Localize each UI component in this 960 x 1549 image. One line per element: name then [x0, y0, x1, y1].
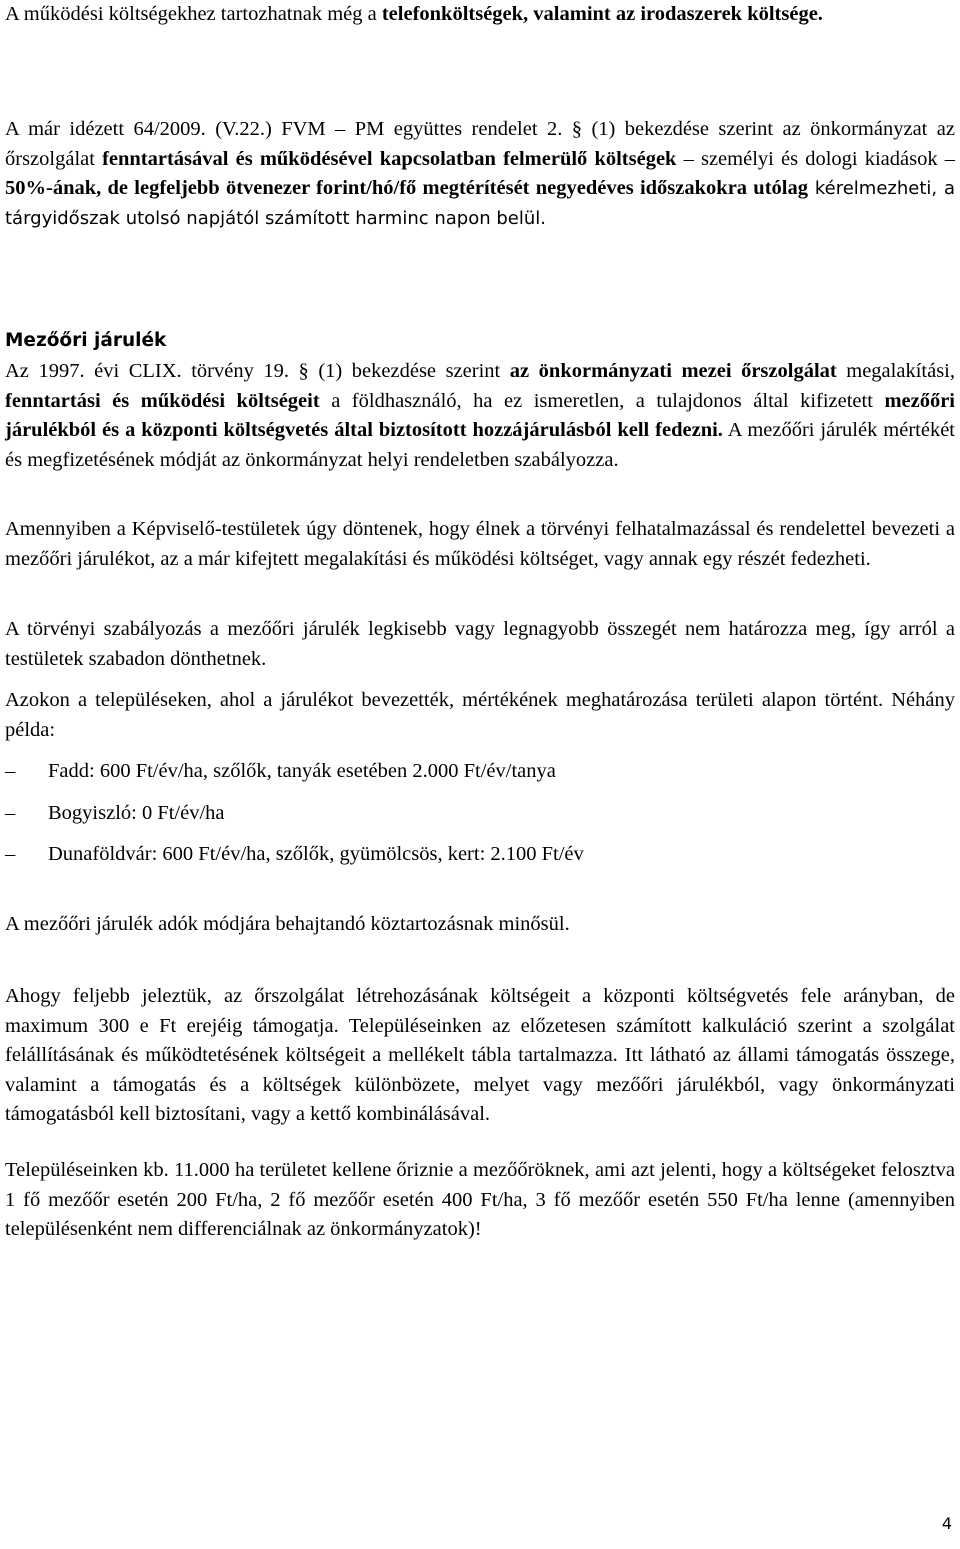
- text: A mezőőri járulék mértékét és megfizetésének módját az önkormányzat helyi rendeletben szabályozza.: [5, 419, 955, 471]
- page-number: 4: [941, 1514, 952, 1533]
- bold-text: 50%-ának, de legfeljebb ötvenezer forint/hó/fő megtérítését negyedéves időszakokra utólag: [5, 177, 808, 199]
- list-item-text: Fadd: 600 Ft/év/ha, szőlők, tanyák esetében 2.000 Ft/év/tanya: [48, 760, 556, 782]
- paragraph-tax-debt: A mezőőri járulék adók módjára behajtandó köztartozásnak minősül.: [5, 913, 570, 935]
- text: Az 1997. évi CLIX. törvény 19. § (1) bekezdése szerint: [5, 360, 510, 382]
- dash-bullet: –: [5, 760, 16, 782]
- list-item: [5, 799, 955, 829]
- text: kérelmezheti, a tárgyidőszak utolsó napjától számított harminc napon belül.: [5, 178, 955, 229]
- paragraph-regulation-amount: A törvényi szabályozás a mezőőri járulék legkisebb vagy legnagyobb összegét nem határozza meg, így arról a testületek szabadon dönthetnek.: [5, 618, 955, 670]
- list-item: [5, 757, 955, 787]
- text: Azokon a településeken, ahol a járulékot bevezették, mértékének meghatározása területi alapon történt. Néhány példa:: [5, 689, 955, 741]
- list-item: [5, 840, 955, 870]
- dash-bullet: –: [5, 843, 16, 865]
- paragraph-regulation: [5, 115, 955, 233]
- text: A működési költségekhez tartozhatnak még a: [5, 3, 382, 25]
- bold-text: fenntartási és működési költségeit: [5, 389, 320, 412]
- list-item-text: Bogyiszló: 0 Ft/év/ha: [48, 801, 225, 824]
- bold-text: fenntartásával és működésével kapcsolatban felmerülő költségek: [102, 147, 677, 170]
- section-heading: Mezőőri járulék: [5, 330, 167, 351]
- text: – személyi és dologi kiadások –: [676, 147, 955, 170]
- bold-text: az önkormányzati mezei őrszolgálat: [509, 360, 837, 382]
- text: A már idézett 64/2009. (V.22.) FVM – PM együttes rendelet 2. § (1) bekezdése szerint az önkormányzat az őrszolgálat: [5, 118, 955, 170]
- dash-bullet: –: [5, 801, 16, 824]
- examples-list: [5, 757, 955, 870]
- text: a földhasználó, ha ez ismeretlen, a tulajdonos által kifizetett: [319, 389, 885, 412]
- text: megalakítási,: [836, 360, 955, 382]
- paragraph-law: [5, 357, 955, 475]
- bold-text: mezőőri járulékból és a központi költségvetés által biztosított hozzájárulásból kell fedezni.: [5, 389, 956, 441]
- bold-text: telefonköltségek, valamint az irodaszerek költsége.: [381, 3, 823, 25]
- paragraph-decision: Amennyiben a Képviselő-testületek úgy döntenek, hogy élnek a törvényi felhatalmazással és rendelettel bevezeti a mezőőri járulékot, az a már kifejtett megalakítási és működési költséget, vagy annak egy részét fedezheti.: [5, 518, 955, 570]
- paragraph-funding: Ahogy feljebb jeleztük, az őrszolgálat létrehozásának költségeit a központi költségvetés fele arányban, de maximum 300 e Ft erejéig támogatja. Településeinken az előzetesen számított kalkuláció szerint a szolgálat felállításának és működtetésének költségeit a mellékelt tábla tartalmazza. Itt látható az állami támogatás összege, valamint a támogatás és a költségek különbözete, melyet vagy mezőőri járulékból, vagy önkormányzati támogatásból kell biztosítani, vagy a kettő kombinálásával.: [5, 985, 955, 1125]
- paragraph-examples-intro: [5, 686, 955, 745]
- paragraph-operating-costs: [5, 0, 955, 30]
- list-item-text: Dunaföldvár: 600 Ft/év/ha, szőlők, gyümölcsös, kert: 2.100 Ft/év: [48, 843, 584, 865]
- paragraph-area: Településeinken kb. 11.000 ha területet kellene őriznie a mezőőröknek, ami azt jelenti, hogy a költségeket felosztva 1 fő mezőőr esetén 200 Ft/ha, 2 fő mezőőr esetén 400 Ft/ha, 3 fő mezőőr esetén 550 Ft/ha lenne (amennyiben településenként nem differenciálnak az önkormányzatok)!: [5, 1159, 955, 1240]
